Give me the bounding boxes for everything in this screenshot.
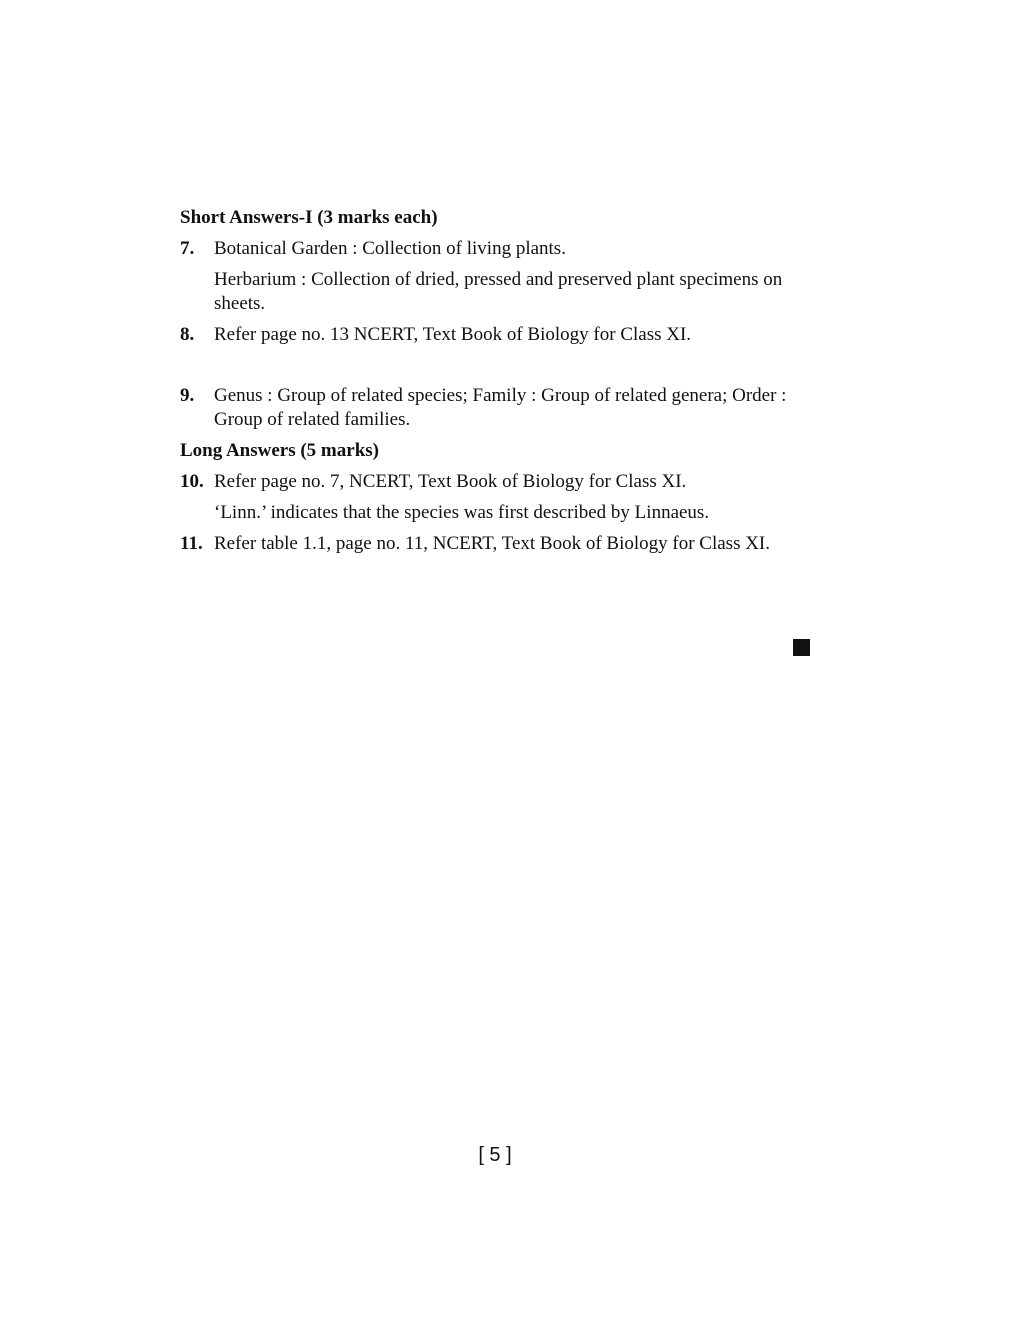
answer-text: Refer page no. 7, NCERT, Text Book of Biology for Class XI. bbox=[214, 471, 687, 492]
item-number: 11. bbox=[180, 533, 203, 554]
item-number: 8. bbox=[180, 324, 195, 345]
answer-item-8 bbox=[180, 323, 812, 347]
answer-text: ‘Linn.’ indicates that the species was first described by Linnaeus. bbox=[214, 502, 710, 523]
item-number: 9. bbox=[180, 385, 195, 406]
answer-item-9 bbox=[180, 384, 812, 432]
answer-text: Refer table 1.1, page no. 11, NCERT, Text Book of Biology for Class XI. bbox=[214, 533, 771, 554]
answer-content bbox=[180, 206, 812, 556]
answer-item-11 bbox=[180, 532, 812, 556]
section-heading-long-answers: Long Answers (5 marks) bbox=[180, 440, 379, 461]
answer-text: Herbarium : Collection of dried, pressed and preserved plant specimens on sheets. bbox=[214, 269, 783, 314]
page-number: [ 5 ] bbox=[478, 1144, 512, 1166]
item-number: 10. bbox=[180, 471, 204, 492]
answer-text: Genus : Group of related species; Family : Group of related genera; Order : Group of related families. bbox=[214, 385, 787, 430]
answer-item-7 bbox=[180, 237, 812, 316]
end-of-section-square-icon bbox=[793, 639, 810, 656]
answer-text: Botanical Garden : Collection of living plants. bbox=[214, 238, 566, 259]
section-heading-short-answers: Short Answers-I (3 marks each) bbox=[180, 207, 438, 228]
answer-item-10 bbox=[180, 470, 812, 525]
item-number: 7. bbox=[180, 238, 195, 259]
answer-text: Refer page no. 13 NCERT, Text Book of Biology for Class XI. bbox=[214, 324, 692, 345]
